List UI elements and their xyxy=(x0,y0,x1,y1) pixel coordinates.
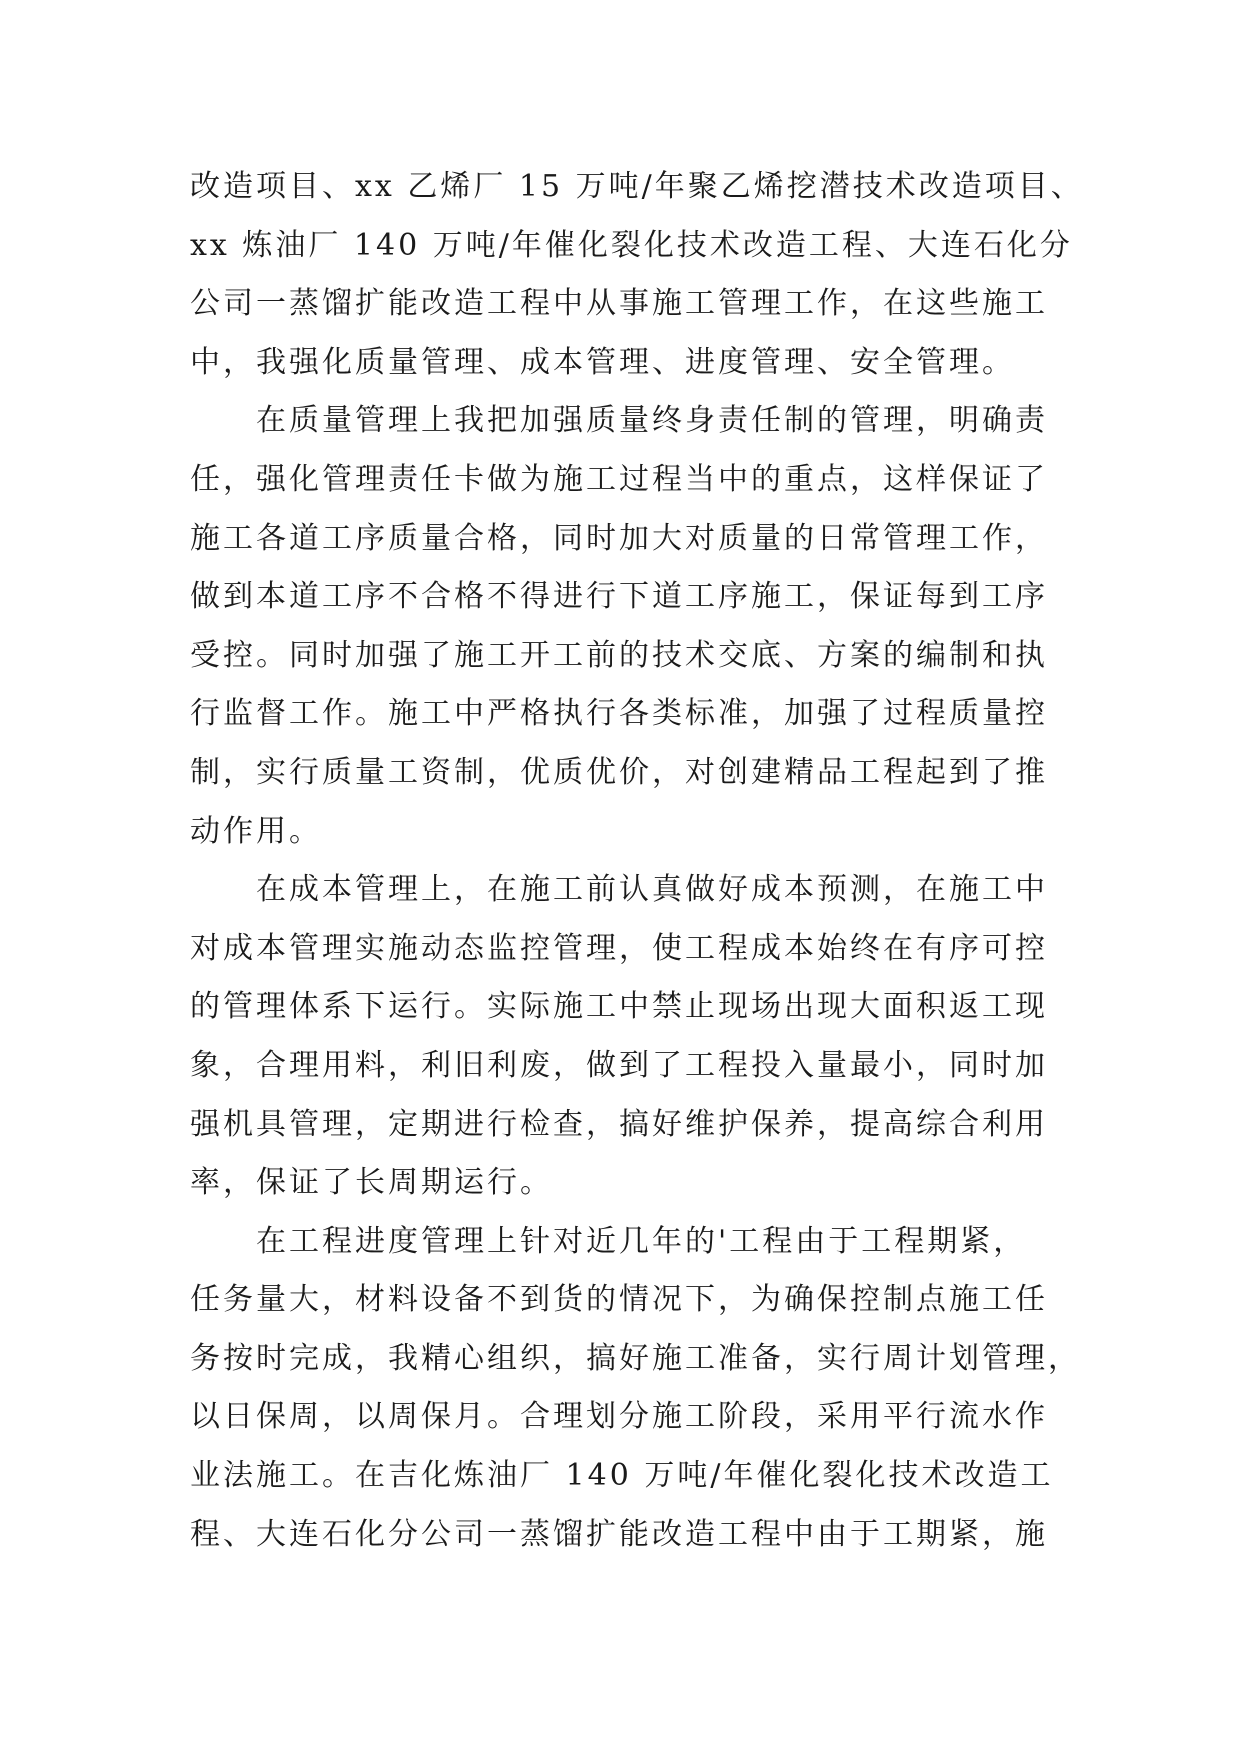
text-line: 以日保周，以周保月。合理划分施工阶段，采用平行流水作 xyxy=(190,1399,1048,1435)
document-body xyxy=(190,158,1084,1564)
text-line: 强机具管理，定期进行检查，搞好维护保养，提高综合利用 xyxy=(190,1106,1048,1142)
paragraph-first-line: 在成本管理上，在施工前认真做好成本预测，在施工中 xyxy=(256,872,1048,908)
text-line: 任务量大，材料设备不到货的情况下，为确保控制点施工任 xyxy=(190,1282,1048,1318)
text-line: 行监督工作。施工中严格执行各类标准，加强了过程质量控 xyxy=(190,696,1048,732)
text-line: 任，强化管理责任卡做为施工过程当中的重点，这样保证了 xyxy=(190,461,1048,497)
text-line: 率，保证了长周期运行。 xyxy=(190,1165,553,1201)
text-line: 制，实行质量工资制，优质优价，对创建精品工程起到了推 xyxy=(190,754,1048,790)
text-line: 程、大连石化分公司一蒸馏扩能改造工程中由于工期紧，施 xyxy=(190,1516,1048,1552)
text-line: 业法施工。在吉化炼油厂 140 万吨/年催化裂化技术改造工 xyxy=(190,1458,1054,1494)
text-line: 施工各道工序质量合格，同时加大对质量的日常管理工作， xyxy=(190,520,1048,556)
paragraph-first-line: 在质量管理上我把加强质量终身责任制的管理，明确责 xyxy=(256,403,1048,439)
text-line: xx 炼油厂 140 万吨/年催化裂化技术改造工程、大连石化分 xyxy=(190,227,1073,263)
text-line: 的管理体系下运行。实际施工中禁止现场出现大面积返工现 xyxy=(190,989,1048,1025)
text-line: 对成本管理实施动态监控管理，使工程成本始终在有序可控 xyxy=(190,930,1048,966)
text-line: 公司一蒸馏扩能改造工程中从事施工管理工作，在这些施工 xyxy=(190,286,1048,322)
text-line: 受控。同时加强了施工开工前的技术交底、方案的编制和执 xyxy=(190,637,1048,673)
text-line: 做到本道工序不合格不得进行下道工序施工，保证每到工序 xyxy=(190,579,1048,615)
text-line: 中，我强化质量管理、成本管理、进度管理、安全管理。 xyxy=(190,344,1015,380)
text-line: 动作用。 xyxy=(190,813,322,849)
paragraph-first-line: 在工程进度管理上针对近几年的'工程由于工程期紧， xyxy=(256,1223,1027,1259)
text-line: 务按时完成，我精心组织，搞好施工准备，实行周计划管理， xyxy=(190,1340,1081,1376)
text-line: 象，合理用料，利旧利废，做到了工程投入量最小，同时加 xyxy=(190,1047,1048,1083)
text-line: 改造项目、xx 乙烯厂 15 万吨/年聚乙烯挖潜技术改造项目、 xyxy=(190,169,1084,204)
